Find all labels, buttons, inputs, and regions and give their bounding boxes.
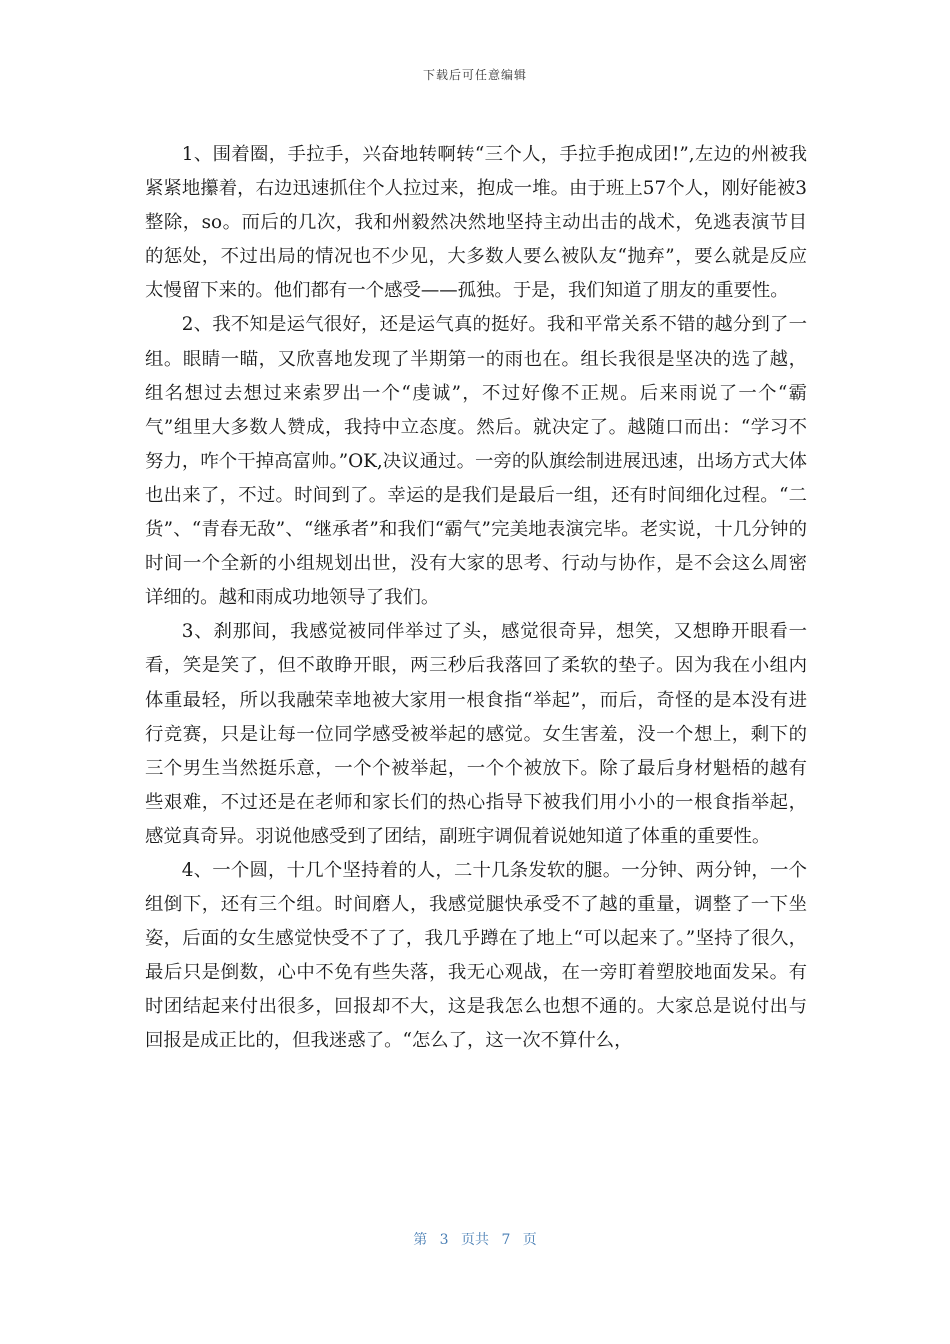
page-number: 第 3 页共 7 页 bbox=[413, 1232, 537, 1248]
paragraph-1: 1、围着圈，手拉手，兴奋地转啊转“三个人，手拉手抱成团!”,左边的州被我紧紧地攥着，右边迅速抓住个人拉过来，抱成一堆。由于班上57个人，刚好能被3整除，so。而后的几次，我和州毅然决然地坚持主动出击的战术，免逃表演节目的惩处，不过出局的情况也不少见，大多数人要么被队友“抛弃”，要么就是反应太慢留下来的。他们都有一个感受——孤独。于是，我们知道了朋友的重要性。 bbox=[145, 144, 807, 302]
paragraph-2: 2、我不知是运气很好，还是运气真的挺好。我和平常关系不错的越分到了一组。眼睛一瞄，又欣喜地发现了半期第一的雨也在。组长我很是坚决的选了越，组名想过去想过来索罗出一个“虔诚”，不过好像不正规。后来雨说了一个“霸气”组里大多数人赞成，我持中立态度。然后。就决定了。越随口而出：“学习不努力，咋个干掉高富帅。”OK,决议通过。一旁的队旗绘制进展迅速，出场方式大体也出来了，不过。时间到了。幸运的是我们是最后一组，还有时间细化过程。“二货”、“青春无敌”、“继承者”和我们“霸气”完美地表演完毕。老实说，十几分钟的时间一个全新的小组规划出世，没有大家的思考、行动与协作，是不会这么周密详细的。越和雨成功地领导了我们。 bbox=[145, 314, 807, 609]
page-header: 下载后可任意编辑 bbox=[422, 68, 527, 82]
paragraph-3: 3、刹那间，我感觉被同伴举过了头，感觉很奇异，想笑，又想睁开眼看一看，笑是笑了，但不敢睁开眼，两三秒后我落回了柔软的垫子。因为我在小组内体重最轻，所以我融荣幸地被大家用一根食指“举起”，而后，奇怪的是本没有进行竞赛，只是让每一位同学感受被举起的感觉。女生害羞，没一个想上，剩下的三个男生当然挺乐意，一个个被举起，一个个被放下。除了最后身材魁梧的越有些艰难，不过还是在老师和家长们的热心指导下被我们用小小的一根食指举起，感觉真奇异。羽说他感受到了团结，副班宇调侃着说她知道了体重的重要性。 bbox=[145, 621, 807, 847]
paragraph-4: 4、一个圆，十几个坚持着的人，二十几条发软的腿。一分钟、两分钟，一个组倒下，还有三个组。时间磨人，我感觉腿快承受不了越的重量，调整了一下坐姿，后面的女生感觉快受不了了，我几乎蹲在了地上“可以起来了。”坚持了很久，最后只是倒数，心中不免有些失落，我无心观战，在一旁盯着塑胶地面发呆。有时团结起来付出很多，回报却不大，这是我怎么也想不通的。大家总是说付出与回报是成正比的，但我迷惑了。“怎么了，这一次不算什么， bbox=[145, 859, 807, 1052]
document-body bbox=[145, 138, 807, 1059]
